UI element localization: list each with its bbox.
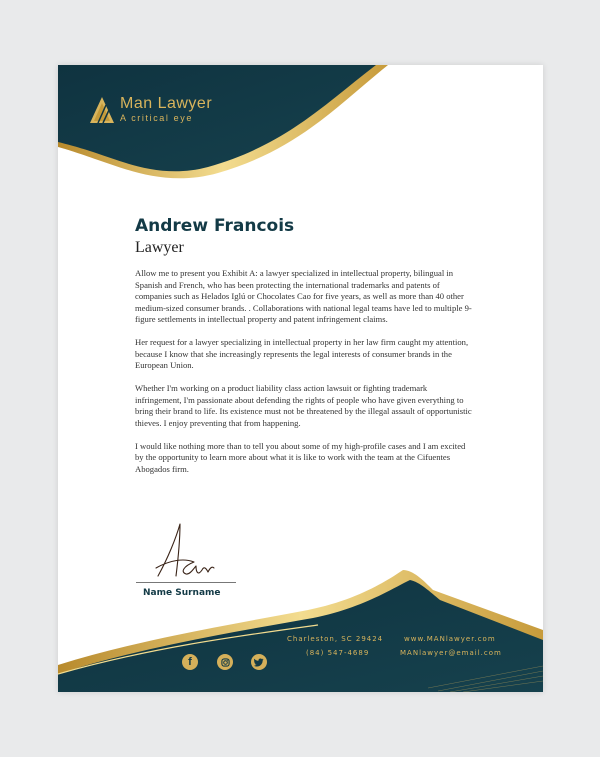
- sender-title: Lawyer: [135, 239, 184, 256]
- website-link[interactable]: www.MANlawyer.com: [404, 635, 496, 643]
- footer-band: [58, 570, 543, 692]
- header-band: [58, 65, 543, 205]
- address: Charleston, SC 29424: [287, 635, 384, 643]
- facebook-icon[interactable]: f: [182, 654, 198, 670]
- paragraph-3: Whether I'm working on a product liability class action lawsuit or fighting trademark infringement, I'm passionate about defending the rights of people who have given everything to bring their brand to life. Its existence must not be threatened by the illegal assault of opportunistic thieves. I enjoy preventing that from happening.: [135, 383, 472, 428]
- sender-name: Andrew Francois: [135, 216, 295, 236]
- brand-logo: [90, 96, 212, 123]
- paragraph-2: Her request for a lawyer specializing in intellectual property in her law firm caught my attention, because I know that she increasingly represents the legal interests of consumer brands in the European Union.: [135, 337, 469, 370]
- paragraph-4: I would like nothing more than to tell you about some of my high-profile cases and I am excited by the opportunity to learn more about what it is like to work with the team at the Cifuentes Abogados firm.: [135, 440, 466, 474]
- letterhead-page: [58, 65, 543, 692]
- letter-body: [135, 268, 475, 487]
- phone-number: (84) 547-4689: [306, 649, 370, 657]
- brand-name: Man Lawyer: [120, 95, 213, 112]
- instagram-icon[interactable]: [217, 654, 233, 670]
- brand-tagline: A critical eye: [120, 113, 193, 123]
- paragraph-1: Allow me to present you Exhibit A: a lawyer specialized in intellectual property, bilingual in Spanish and French, who has been protecting the international trademarks and patents of companies such as Helados Iglú or Chocolates Cao for five years, as well as more than 40 other medium-sized consumer brands. . Collaborations with national legal teams have led to multiple 9-figure settlements in intellectual property and patent infringement claims.: [135, 268, 472, 324]
- signature-name: Name Surname: [143, 588, 221, 598]
- mountain-logo-icon: [90, 97, 114, 123]
- email-link[interactable]: MANlawyer@email.com: [400, 649, 502, 657]
- twitter-icon[interactable]: [251, 654, 267, 670]
